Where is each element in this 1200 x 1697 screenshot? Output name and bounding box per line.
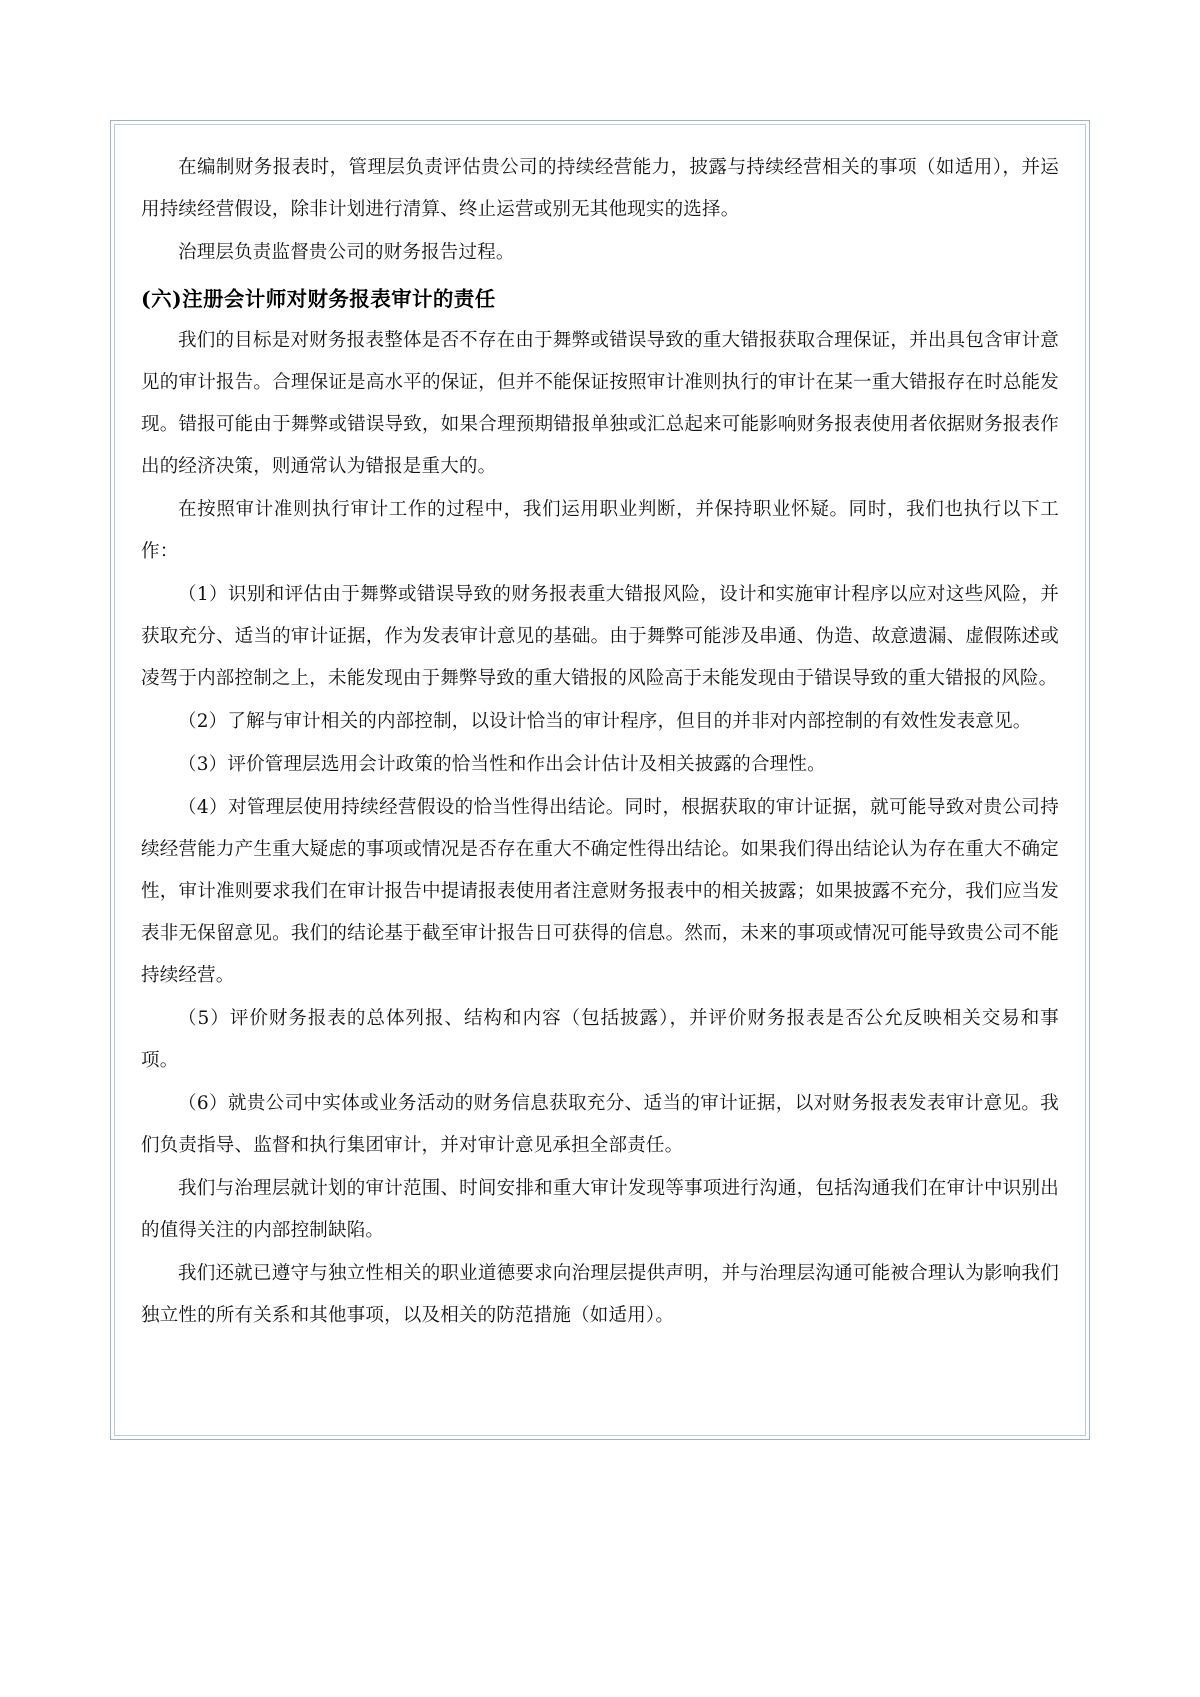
document-frame (110, 120, 1090, 1440)
paragraph-item-2: （2）了解与审计相关的内部控制，以设计恰当的审计程序，但目的并非对内部控制的有效性发表意见。 (178, 711, 1032, 732)
paragraph-independence-statement: 我们还就已遵守与独立性相关的职业道德要求向治理层提供声明，并与治理层沟通可能被合理认为影响我们独立性的所有关系和其他事项，以及相关的防范措施（如适用）。 (141, 1263, 1059, 1326)
paragraph-item-5: （5）评价财务报表的总体列报、结构和内容（包括披露），并评价财务报表是否公允反映相关交易和事项。 (141, 1008, 1059, 1071)
paragraph-item-3: （3）评价管理层选用会计政策的恰当性和作出会计估计及相关披露的合理性。 (178, 754, 826, 775)
paragraph-communication-with-governance: 我们与治理层就计划的审计范围、时间安排和重大审计发现等事项进行沟通，包括沟通我们在审计中识别出的值得关注的内部控制缺陷。 (141, 1178, 1059, 1241)
section-heading-auditor-responsibility: (六)注册会计师对财务报表审计的责任 (141, 287, 496, 311)
paragraph-governance-oversight: 治理层负责监督贵公司的财务报告过程。 (178, 242, 515, 263)
paragraph-professional-judgment: 在按照审计准则执行审计工作的过程中，我们运用职业判断，并保持职业怀疑。同时，我们也执行以下工作： (141, 499, 1059, 562)
paragraph-item-6: （6）就贵公司中实体或业务活动的财务信息获取充分、适当的审计证据，以对财务报表发表审计意见。我们负责指导、监督和执行集团审计，并对审计意见承担全部责任。 (141, 1093, 1059, 1156)
paragraph-going-concern-management: 在编制财务报表时，管理层负责评估贵公司的持续经营能力，披露与持续经营相关的事项（如适用），并运用持续经营假设，除非计划进行清算、终止运营或别无其他现实的选择。 (141, 157, 1059, 220)
document-text-area (114, 124, 1086, 1436)
paragraph-item-4: （4）对管理层使用持续经营假设的恰当性得出结论。同时，根据获取的审计证据，就可能导致对贵公司持续经营能力产生重大疑虑的事项或情况是否存在重大不确定性得出结论。如果我们得出结论认为存在重大不确定性，审计准则要求我们在审计报告中提请报表使用者注意财务报表中的相关披露；如果披露不充分，我们应当发表非无保留意见。我们的结论基于截至审计报告日可获得的信息。然而，未来的事项或情况可能导致贵公司不能持续经营。 (141, 797, 1059, 986)
paragraph-audit-objective: 我们的目标是对财务报表整体是否不存在由于舞弊或错误导致的重大错报获取合理保证，并出具包含审计意见的审计报告。合理保证是高水平的保证，但并不能保证按照审计准则执行的审计在某一重大错报存在时总能发现。错报可能由于舞弊或错误导致，如果合理预期错报单独或汇总起来可能影响财务报表使用者依据财务报表作出的经济决策，则通常认为错报是重大的。 (141, 330, 1059, 477)
paragraph-item-1: （1）识别和评估由于舞弊或错误导致的财务报表重大错报风险，设计和实施审计程序以应对这些风险，并获取充分、适当的审计证据，作为发表审计意见的基础。由于舞弊可能涉及串通、伪造、故意遗漏、虚假陈述或凌驾于内部控制之上，未能发现由于舞弊导致的重大错报的风险高于未能发现由于错误导致的重大错报的风险。 (141, 584, 1059, 689)
